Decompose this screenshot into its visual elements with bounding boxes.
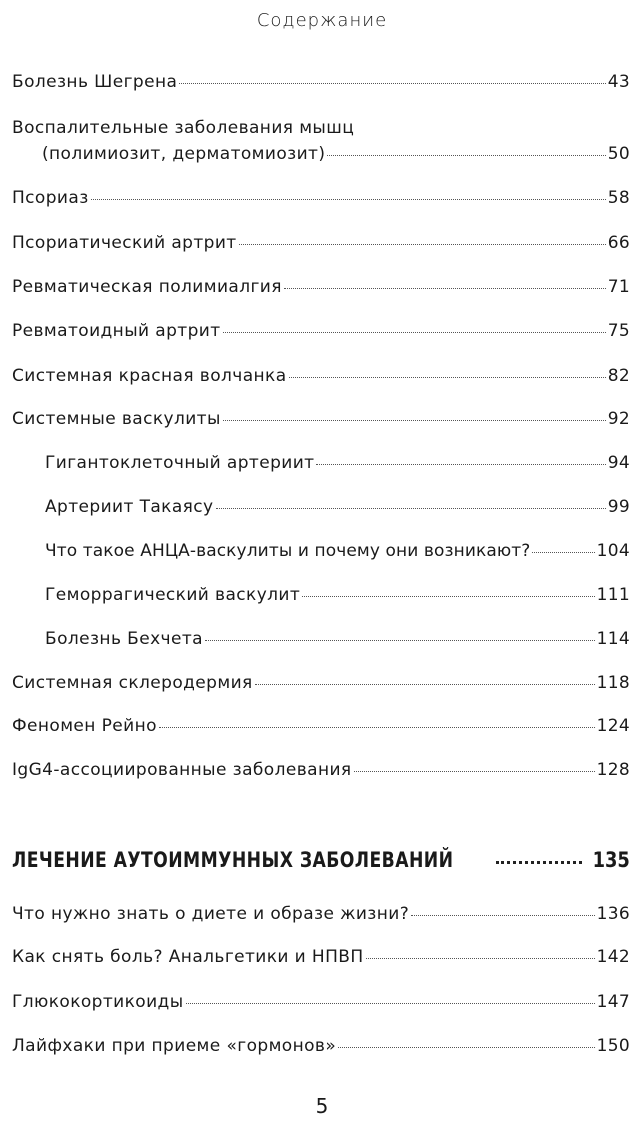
toc-entry-title: Болезнь Бехчета	[45, 629, 203, 649]
toc-entry-page: 114	[596, 629, 630, 649]
toc-subentry[interactable]	[45, 453, 630, 473]
toc-entry-page: 82	[607, 366, 630, 386]
toc-entry-page: 150	[596, 1036, 630, 1056]
dot-leader	[239, 244, 606, 245]
toc-entry-title: Что нужно знать о диете и образе жизни?	[12, 904, 410, 924]
section-page: 135	[592, 848, 630, 872]
toc-entry-page: 128	[596, 760, 630, 780]
toc-entry[interactable]	[12, 277, 630, 297]
dot-leader	[223, 420, 606, 421]
dot-leader	[186, 1003, 595, 1004]
dot-leader	[496, 861, 582, 864]
toc-entry-page: 58	[607, 188, 630, 208]
toc-entry-title: Псориатический артрит	[12, 233, 237, 253]
dot-leader	[289, 377, 606, 378]
toc-entry-page: 43	[607, 72, 630, 92]
toc-entry-page: 124	[596, 716, 630, 736]
toc-entry-title: Системная склеродермия	[12, 673, 253, 693]
toc-entry-title: IgG4-ассоциированные заболевания	[12, 760, 352, 780]
toc-entry[interactable]	[12, 673, 630, 693]
dot-leader	[284, 288, 606, 289]
toc-entry-title: Ревматоидный артрит	[12, 321, 221, 341]
toc-entry-title: Гигантоклеточный артериит	[45, 453, 315, 473]
dot-leader	[411, 915, 595, 916]
toc-subentry[interactable]	[45, 585, 630, 605]
toc-entry-page: 142	[596, 947, 630, 967]
toc-subentry[interactable]	[45, 497, 630, 517]
toc-entry-title-line1: Воспалительные заболевания мышц	[12, 118, 355, 138]
toc-entry[interactable]	[12, 1036, 630, 1056]
toc-entry[interactable]	[12, 409, 630, 429]
dot-leader	[302, 596, 594, 597]
dot-leader	[366, 958, 595, 959]
dot-leader	[159, 727, 595, 728]
toc-entry-title: Геморрагический васкулит	[45, 585, 301, 605]
toc-entry-title: Феномен Рейно	[12, 716, 157, 736]
toc-entry-title: Лайфхаки при приеме «гормонов»	[12, 1036, 337, 1056]
toc-entry-title: Как снять боль? Анальгетики и НПВП	[12, 947, 364, 967]
toc-entry[interactable]	[42, 144, 630, 164]
dot-leader	[255, 684, 595, 685]
toc-entry[interactable]	[12, 321, 630, 341]
toc-entry-page: 111	[596, 585, 630, 605]
dot-leader	[327, 155, 605, 156]
dot-leader	[338, 1047, 595, 1048]
toc-entry[interactable]	[12, 188, 630, 208]
toc-entry[interactable]	[12, 233, 630, 253]
dot-leader	[532, 552, 594, 553]
toc-entry[interactable]	[12, 366, 630, 386]
toc-entry-title: Ревматическая полимиалгия	[12, 277, 282, 297]
toc-entry-page: 75	[607, 321, 630, 341]
toc-entry-title: Системная красная волчанка	[12, 366, 287, 386]
toc-entry-page: 136	[596, 904, 630, 924]
toc-entry-page: 71	[607, 277, 630, 297]
toc-entry[interactable]	[12, 992, 630, 1012]
toc-subentry[interactable]	[45, 629, 630, 649]
section-title: ЛЕЧЕНИЕ АУТОИММУННЫХ ЗАБОЛЕВАНИЙ	[12, 848, 454, 872]
dot-leader	[205, 640, 595, 641]
dot-leader	[216, 508, 606, 509]
toc-entry-page: 66	[607, 233, 630, 253]
toc-entry[interactable]	[12, 72, 630, 92]
toc-entry[interactable]	[12, 716, 630, 736]
page-number: 5	[315, 1094, 329, 1118]
toc-entry-title: Глюкокортикоиды	[12, 992, 184, 1012]
toc-entry-title: Псориаз	[12, 188, 89, 208]
dot-leader	[316, 464, 605, 465]
toc-entry-title: Болезнь Шегрена	[12, 72, 178, 92]
toc-entry-page: 94	[607, 453, 630, 473]
dot-leader	[179, 83, 605, 84]
dot-leader	[223, 332, 606, 333]
toc-entry-title: Артериит Такаясу	[45, 497, 214, 517]
toc-entry[interactable]	[12, 904, 630, 924]
toc-entry-title: (полимиозит, дерматомиозит)	[42, 144, 326, 164]
toc-entry-page: 104	[596, 541, 630, 561]
toc-section-heading[interactable]	[12, 848, 630, 872]
toc-entry-title: Системные васкулиты	[12, 409, 221, 429]
toc-entry-page: 147	[596, 992, 630, 1012]
toc-entry-page: 99	[607, 497, 630, 517]
dot-leader	[354, 771, 595, 772]
toc-entry-page: 92	[607, 409, 630, 429]
toc-entry-title: Что такое АНЦА-васкулиты и почему они возникают?	[45, 541, 531, 561]
page-title: Содержание	[256, 10, 388, 31]
toc-entry[interactable]	[12, 760, 630, 780]
toc-entry[interactable]	[12, 947, 630, 967]
toc-entry-page: 50	[607, 144, 630, 164]
toc-entry-page: 118	[596, 673, 630, 693]
dot-leader	[91, 199, 606, 200]
toc-subentry[interactable]	[45, 541, 630, 561]
